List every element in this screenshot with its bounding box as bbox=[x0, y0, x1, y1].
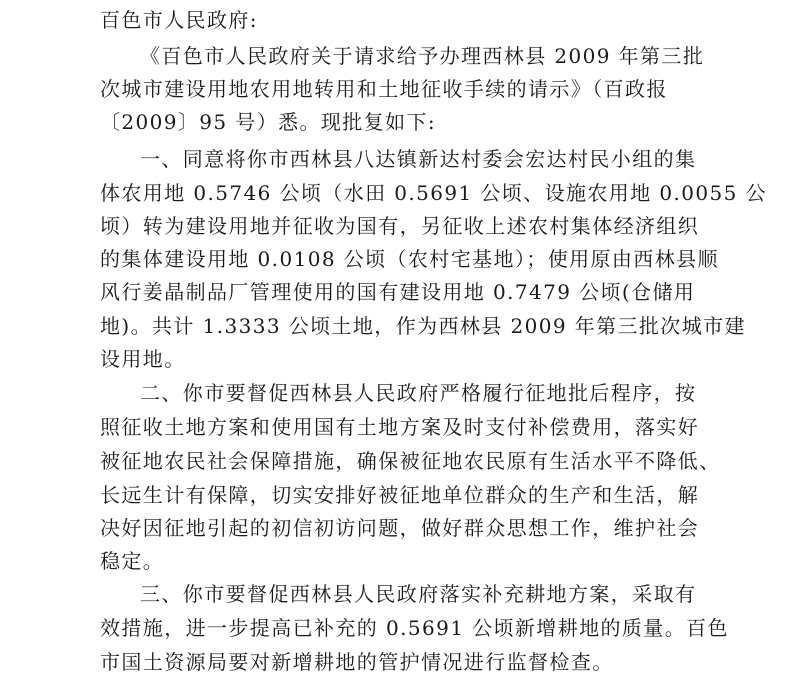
item-one-line-1: 一、同意将你市西林县八达镇新达村委会宏达村民小组的集 bbox=[140, 147, 697, 171]
item-one-line-5: 风行姜晶制品厂管理使用的国有建设用地 0.7479 公顷(仓储用 bbox=[100, 280, 696, 304]
item-one-line-6: 地)。共计 1.3333 公顷土地，作为西林县 2009 年第三批次城市建 bbox=[100, 314, 746, 338]
request-paragraph-line-2: 次城市建设用地农用地转用和土地征收手续的请示》（百政报 bbox=[100, 77, 668, 101]
item-one-line-2: 体农用地 0.5746 公顷（水田 0.5691 公顷、设施农用地 0.0055 公 bbox=[100, 181, 767, 205]
salutation: 百色市人民政府: bbox=[100, 8, 258, 32]
item-two-line-6: 稳定。 bbox=[100, 549, 165, 573]
item-one-line-4: 的集体建设用地 0.0108 公顷（农村宅基地）；使用原由西林县顺 bbox=[100, 247, 719, 271]
item-two-line-5: 决好因征地引起的初信初访问题，做好群众思想工作，维护社会 bbox=[100, 516, 700, 540]
request-paragraph-line-1: 《百色市人民政府关于请求给予办理西林县 2009 年第三批 bbox=[140, 44, 705, 68]
item-three-line-2: 效措施，进一步提高已补充的 0.5691 公顷新增耕地的质量。百色 bbox=[100, 616, 729, 640]
item-two-line-4: 长远生计有保障，切实安排好被征地单位群众的生产和生活，解 bbox=[100, 483, 700, 507]
item-one-line-7: 设用地。 bbox=[100, 347, 186, 371]
item-three-line-3: 市国土资源局要对新增耕地的管护情况进行监督检查。 bbox=[100, 650, 614, 674]
item-one-line-3: 顷）转为建设用地并征收为国有，另征收上述农村集体经济组织 bbox=[100, 214, 700, 238]
item-three-line-1: 三、你市要督促西林县人民政府落实补充耕地方案，采取有 bbox=[140, 582, 697, 606]
item-two-line-1: 二、你市要督促西林县人民政府严格履行征地批后程序，按 bbox=[140, 381, 697, 405]
item-two-line-2: 照征收土地方案和使用国有土地方案及时支付补偿费用，落实好 bbox=[100, 415, 700, 439]
request-paragraph-line-3: 〔2009〕95 号）悉。现批复如下: bbox=[100, 110, 437, 134]
item-two-line-3: 被征地农民社会保障措施，确保被征地农民原有生活水平不降低、 bbox=[100, 449, 721, 473]
